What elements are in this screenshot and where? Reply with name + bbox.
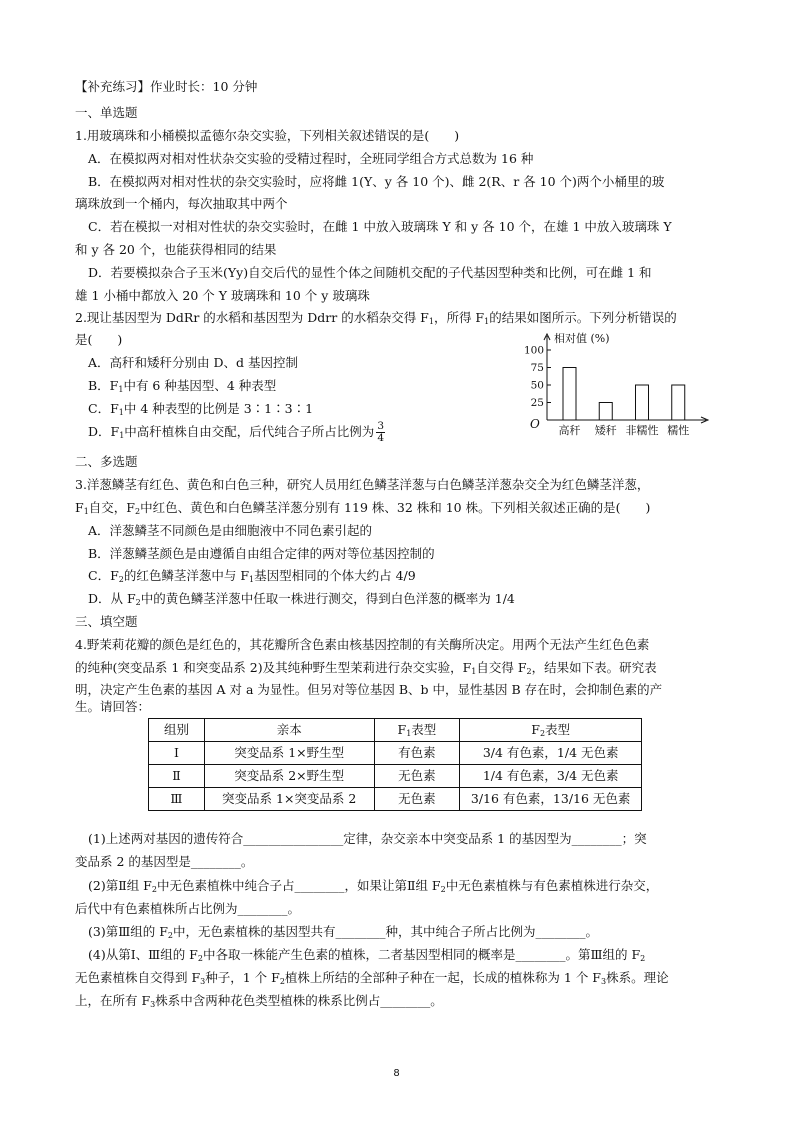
q4-stem-line2: 的纯种(突变品系 1 和突变品系 2)及其纯种野生型茉莉进行杂交实验，$F_1$自交得 $F_2$，结果如下表。研究表 <box>75 660 657 676</box>
chart-y-axis-label: 相对值 (%) <box>554 332 610 345</box>
section-multiple-choice: 二、多选题 <box>75 454 138 469</box>
q2-option-b: B．$F_1$中有 6 种基因型、4 种表型 <box>88 378 277 394</box>
chart-category-labels <box>559 423 690 437</box>
chart-bar <box>636 385 649 420</box>
q2-option-a: A．高秆和矮秆分别由 D、d 基因控制 <box>88 355 298 370</box>
q4-part1-line2: 变品系 2 的基因型是________。 <box>75 854 254 869</box>
q4-part1-line1: (1)上述两对基因的遗传符合________________定律，杂交亲本中突变品系 1 的基因型为________；突 <box>88 831 647 846</box>
chart-y-tick-label: 75 <box>530 362 544 374</box>
table-cell: 突变品系 1×突变品系 2 <box>204 788 374 811</box>
table-cell: 3/4 有色素，1/4 无色素 <box>460 742 642 765</box>
exercise-header: 【补充练习】作业时长：10 分钟 <box>75 79 258 94</box>
q2-bar-chart <box>520 330 710 438</box>
results-table <box>148 718 642 811</box>
table-cell: Ⅱ <box>149 765 205 788</box>
q4-stem-line4: 生。请回答： <box>75 699 151 714</box>
q3-option-a: A．洋葱鳞茎不同颜色是由细胞液中不同色素引起的 <box>88 523 373 538</box>
chart-category-label: 矮秆 <box>594 424 617 437</box>
chart-bar <box>563 368 576 421</box>
chart-origin-label: O <box>530 417 540 431</box>
q4-part4-line2: 无色素植株自交得到 $F_3$种子，1 个 $F_2$植株上所结的全部种子种在一起，长成的植株称为 1 个 $F_3$株系。理论 <box>75 970 669 986</box>
chart-y-tick-label: 50 <box>530 379 544 392</box>
chart-bar <box>599 403 612 421</box>
chart-category-label: 高秆 <box>558 424 581 437</box>
table-header-row <box>149 719 642 742</box>
table-cell: Ⅲ <box>149 788 205 811</box>
table-row <box>149 788 642 811</box>
q1-option-b-line1: B．在模拟两对相对性状的杂交实验时，应将雌 1(Y、y 各 10 个)、雌 2(R、r 各 10 个)两个小桶里的玻 <box>88 174 665 189</box>
table-cell: 3/16 有色素，13/16 无色素 <box>460 788 642 811</box>
table-cell: 无色素 <box>374 765 460 788</box>
q3-option-b: B．洋葱鳞茎颜色是由遵循自由组合定律的两对等位基因控制的 <box>88 546 435 561</box>
q1-option-d-line1: D．若要模拟杂合子玉米(Yy)自交后代的显性个体之间随机交配的子代基因型种类和比例，可在雌 1 和 <box>88 265 652 280</box>
q1-stem: 1.用玻璃珠和小桶模拟孟德尔杂交实验，下列相关叙述错误的是( ) <box>75 128 460 143</box>
table-cell: Ⅰ <box>149 742 205 765</box>
table-header-cell: 组别 <box>149 719 205 742</box>
q2-stem: 2.现让基因型为 DdRr 的水稻和基因型为 Ddrr 的水稻杂交得 $F_1$，所得 $F_1$的结果如图所示。下列分析错误的 <box>75 310 677 326</box>
q3-option-c: C．$F_2$的红色鳞茎洋葱中与 $F_1$基因型相同的个体大约占 4/9 <box>88 568 416 584</box>
chart-bar <box>672 385 685 420</box>
section-single-choice: 一、单选题 <box>75 105 138 120</box>
table-header-cell: 亲本 <box>204 719 374 742</box>
q4-part3: (3)第Ⅲ组的 $F_2$中，无色素植株的基因型共有________种，其中纯合子所占比例为________。 <box>88 924 599 940</box>
q2-option-c: C．$F_1$中 4 种表型的比例是 3∶1∶3∶1 <box>88 401 314 417</box>
table-row <box>149 765 642 788</box>
chart-y-tick-label: 100 <box>523 344 544 357</box>
q1-option-a: A．在模拟两对相对性状杂交实验的受精过程时，全班同学组合方式总数为 16 种 <box>88 151 534 166</box>
q1-option-c-line2: 和 y 各 20 个，也能获得相同的结果 <box>75 242 277 257</box>
table-header-cell: $F_1$表型 <box>374 719 460 742</box>
q4-part4-line1: (4)从第Ⅰ、Ⅲ组的 $F_2$中各取一株能产生色素的植株，二者基因型相同的概率是________。第Ⅲ组的 $F_2$ <box>88 947 646 963</box>
q4-part4-line3: 上，在所有 $F_3$株系中含两种花色类型植株的株系比例占________。 <box>75 993 443 1009</box>
q1-option-d-line2: 雄 1 小桶中都放入 20 个 Y 玻璃珠和 10 个 y 玻璃珠 <box>75 288 370 303</box>
q1-option-b-line2: 璃珠放到一个桶内，每次抽取其中两个 <box>75 196 288 211</box>
q4-part2-line2: 后代中有色素植株所占比例为________。 <box>75 901 301 916</box>
chart-category-label: 糯性 <box>667 424 690 437</box>
q4-stem-line1: 4.野茉莉花瓣的颜色是红色的，其花瓣所含色素由核基因控制的有关酶所决定。用两个无法产生红色色素 <box>75 637 650 652</box>
q3-stem-line1: 3.洋葱鳞茎有红色、黄色和白色三种，研究人员用红色鳞茎洋葱与白色鳞茎洋葱杂交全为红色鳞茎洋葱， <box>75 477 650 492</box>
chart-category-label: 非糯性 <box>625 424 659 437</box>
q2-option-d: D．$F_1$中高秆植株自由交配，后代纯合子所占比例为 $\frac{3}{4}$ <box>88 420 384 444</box>
table-row <box>149 742 642 765</box>
q4-part2-line1: (2)第Ⅱ组 $F_2$中无色素植株中纯合子占________，如果让第Ⅱ组 $F_2$中无色素植株与有色素植株进行杂交， <box>88 878 659 894</box>
chart-bars <box>563 368 685 421</box>
page-number: 8 <box>393 1068 400 1079</box>
table-cell: 1/4 有色素，3/4 无色素 <box>460 765 642 788</box>
fraction: $\frac{3}{4}$ <box>377 420 384 444</box>
table-header-cell: $F_2$表型 <box>460 719 642 742</box>
q2-stem-line2: 是( ) <box>75 332 123 347</box>
chart-y-tick-label: 25 <box>530 397 544 409</box>
q3-stem-line2: $F_1$自交，$F_2$中红色、黄色和白色鳞茎洋葱分别有 119 株、32 株和 10 株。下列相关叙述正确的是( ) <box>75 500 651 516</box>
q1-option-c-line1: C．若在模拟一对相对性状的杂交实验时，在雌 1 中放入玻璃珠 Y 和 y 各 10 个，在雄 1 中放入玻璃珠 Y <box>88 219 672 234</box>
table-cell: 突变品系 2×野生型 <box>204 765 374 788</box>
table-cell: 无色素 <box>374 788 460 811</box>
q4-stem-line3: 明，决定产生色素的基因 A 对 a 为显性。但另对等位基因 B、b 中，显性基因 B 存在时，会抑制色素的产 <box>75 682 663 697</box>
q3-option-d: D．从 $F_2$中的黄色鳞茎洋葱中任取一株进行测交，得到白色洋葱的概率为 1/4 <box>88 591 515 607</box>
table-cell: 突变品系 1×野生型 <box>204 742 374 765</box>
section-fill-in: 三、填空题 <box>75 614 138 629</box>
table-cell: 有色素 <box>374 742 460 765</box>
